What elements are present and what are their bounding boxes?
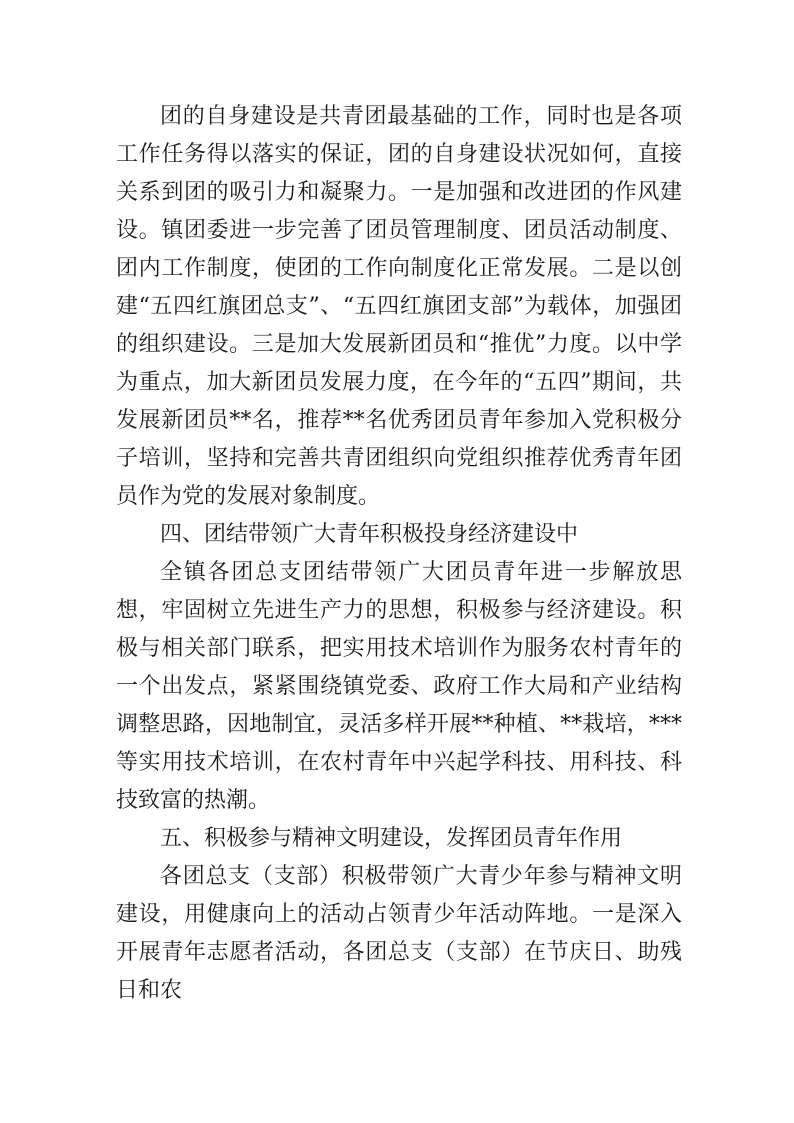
- section-heading-economic-construction: 四、团结带领广大青年积极投身经济建设中: [160, 522, 579, 547]
- paragraph-economic-construction: 全镇各团总支团结带领广大团员青年进一步解放思想，牢固树立先进生产力的思想，积极参与经济建设。积极与相关部门联系，把实用技术培训作为服务农村青年的一个出发点，紧紧围绕镇党委、政府工作大局和产业结构调整思路，因地制宜，灵活多样开展**种植、**栽培，***等实用技术培训，在农村青年中兴起学科技、用科技、科技致富的热潮。: [116, 560, 682, 813]
- paragraph-spiritual-civilization: 各团总支（支部）积极带领广大青少年参与精神文明建设，用健康向上的活动占领青少年活动阵地。一是深入开展青年志愿者活动，各团总支（支部）在节庆日、助残日和农: [116, 864, 682, 1003]
- paragraph-self-building: 团的自身建设是共青团最基础的工作，同时也是各项工作任务得以落实的保证，团的自身建设状况如何，直接关系到团的吸引力和凝聚力。一是加强和改进团的作风建设。镇团委进一步完善了团员管理制度、团员活动制度、团内工作制度，使团的工作向制度化正常发展。二是以创建“五四红旗团总支”、“五四红旗团支部”为载体，加强团的组织建设。三是加大发展新团员和“推优”力度。以中学为重点，加大新团员发展力度，在今年的“五四”期间，共发展新团员**名，推荐**名优秀团员青年参加入党积极分子培训，坚持和完善共青团组织向党组织推荐优秀青年团员作为党的发展对象制度。: [116, 104, 682, 509]
- document-body: [116, 98, 682, 1010]
- section-heading-spiritual-civilization: 五、积极参与精神文明建设，发挥团员青年作用: [160, 826, 623, 851]
